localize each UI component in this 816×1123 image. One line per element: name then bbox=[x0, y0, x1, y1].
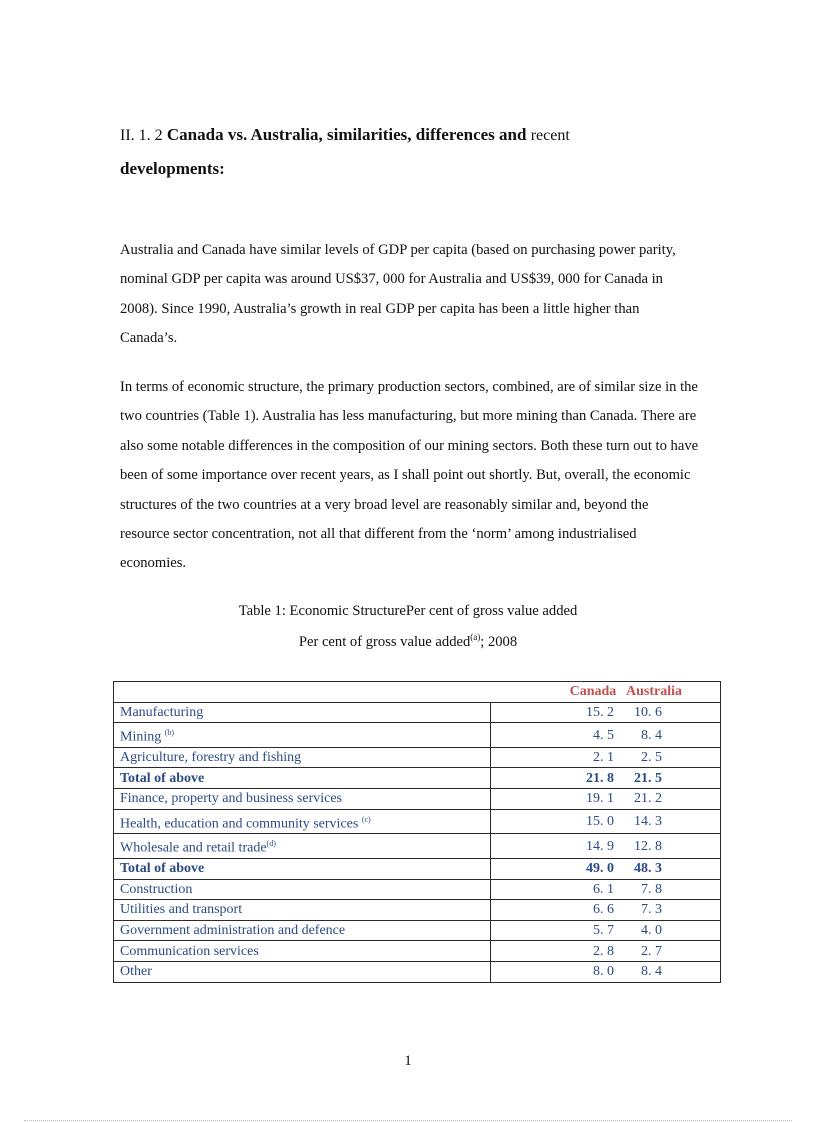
australia-value: 2. 5 bbox=[641, 750, 662, 766]
page-number: 1 bbox=[404, 1053, 412, 1069]
row-label-text: Agriculture, forestry and fishing bbox=[120, 750, 302, 766]
section-heading bbox=[120, 118, 720, 185]
row-label bbox=[114, 900, 491, 921]
row-label bbox=[114, 920, 491, 941]
paragraph-structure: In terms of economic structure, the primary production sectors, combined, are of similar size in the two countries (Table 1). Australia has less manufacturing, but more mining than Canada. There are also some notable differences in the composition of our mining sectors. Both these turn out to have been of some importance over recent years, as I shall point out shortly. But, overall, the economic structures of the two countries at a very broad level are reasonably similar and, beyond the resource sector concentration, not all that different from the ‘norm’ among industrialised economies. bbox=[120, 379, 699, 572]
table-row bbox=[114, 900, 721, 921]
australia-value: 4. 0 bbox=[641, 923, 662, 939]
australia-value: 8. 4 bbox=[641, 964, 662, 980]
canada-value: 4. 5 bbox=[593, 727, 614, 743]
table-caption-title: Table 1: Economic StructurePer cent of gross value added bbox=[238, 603, 578, 619]
row-values bbox=[490, 961, 720, 982]
row-values bbox=[490, 768, 720, 789]
row-label bbox=[114, 702, 491, 723]
table-row bbox=[114, 789, 721, 810]
row-values bbox=[490, 702, 720, 723]
table-row bbox=[114, 879, 721, 900]
row-label bbox=[114, 834, 491, 859]
row-values bbox=[490, 747, 720, 768]
canada-value: 2. 1 bbox=[593, 750, 614, 766]
economic-structure-table bbox=[113, 681, 721, 983]
row-label-text: Other bbox=[120, 964, 152, 980]
table-header-row bbox=[114, 682, 721, 703]
row-label-text: Manufacturing bbox=[120, 704, 204, 720]
header-canada: Canada bbox=[569, 684, 617, 700]
row-values bbox=[490, 789, 720, 810]
table-caption-year: ; 2008 bbox=[480, 633, 518, 650]
section-number: II. 1. 2 bbox=[120, 127, 163, 144]
table-row bbox=[114, 961, 721, 982]
section-title: Canada vs. Australia, similarities, differences and bbox=[166, 125, 527, 144]
australia-value: 14. 3 bbox=[634, 813, 662, 829]
row-label-text: Mining bbox=[120, 729, 165, 745]
canada-value: 15. 2 bbox=[586, 704, 614, 720]
row-values bbox=[490, 941, 720, 962]
row-values bbox=[490, 879, 720, 900]
row-label-text: Construction bbox=[120, 881, 193, 897]
row-values bbox=[490, 723, 720, 748]
canada-value: 6. 6 bbox=[593, 902, 614, 918]
canada-value: 14. 9 bbox=[586, 838, 614, 854]
australia-value: 7. 3 bbox=[641, 902, 662, 918]
table-caption-subtitle bbox=[0, 632, 816, 651]
australia-value: 7. 8 bbox=[641, 881, 662, 897]
australia-value: 21. 2 bbox=[634, 791, 662, 807]
table-row bbox=[114, 768, 721, 789]
australia-value: 48. 3 bbox=[634, 861, 662, 877]
row-values bbox=[490, 809, 720, 834]
table-caption-footnote: (a) bbox=[470, 632, 481, 642]
table-row bbox=[114, 858, 721, 879]
row-label bbox=[114, 768, 491, 789]
section-title-recent: recent bbox=[530, 127, 570, 144]
row-values bbox=[490, 920, 720, 941]
row-label bbox=[114, 723, 491, 748]
canada-value: 5. 7 bbox=[593, 923, 614, 939]
australia-value: 10. 6 bbox=[634, 704, 662, 720]
page-bottom-rule bbox=[24, 1120, 792, 1121]
table-row bbox=[114, 941, 721, 962]
row-label-text: Total of above bbox=[120, 770, 205, 786]
row-label-text: Wholesale and retail trade bbox=[120, 840, 267, 856]
canada-value: 8. 0 bbox=[593, 964, 614, 980]
row-label-text: Total of above bbox=[120, 861, 205, 877]
row-label bbox=[114, 809, 491, 834]
table-row bbox=[114, 920, 721, 941]
row-label-text: Communication services bbox=[120, 943, 259, 959]
table-row bbox=[114, 834, 721, 859]
canada-value: 49. 0 bbox=[586, 861, 614, 877]
row-values bbox=[490, 858, 720, 879]
section-title-line2: developments: bbox=[120, 159, 225, 178]
canada-value: 19. 1 bbox=[586, 791, 614, 807]
canada-value: 15. 0 bbox=[586, 813, 614, 829]
table-body bbox=[114, 702, 721, 982]
canada-value: 6. 1 bbox=[593, 881, 614, 897]
table-row bbox=[114, 702, 721, 723]
canada-value: 21. 8 bbox=[586, 770, 614, 786]
header-australia: Australia bbox=[626, 684, 682, 700]
row-footnote: (b) bbox=[164, 728, 175, 738]
canada-value: 2. 8 bbox=[593, 943, 614, 959]
row-label-text: Health, education and community services bbox=[120, 816, 362, 832]
row-footnote: (c) bbox=[361, 814, 371, 824]
australia-value: 21. 5 bbox=[634, 770, 662, 786]
table-row bbox=[114, 809, 721, 834]
australia-value: 8. 4 bbox=[641, 727, 662, 743]
row-label bbox=[114, 879, 491, 900]
row-label bbox=[114, 961, 491, 982]
table-header bbox=[114, 682, 721, 703]
row-values bbox=[490, 834, 720, 859]
row-label bbox=[114, 858, 491, 879]
paragraph-gdp: Australia and Canada have similar levels of GDP per capita (based on purchasing power parity, nominal GDP per capita was around US$37, 000 for Australia and US$39, 000 for Canada in 2008). Since 1990, Australia’s growth in real GDP per capita has been a little higher than Canada’s. bbox=[120, 242, 676, 347]
table-caption-text: Per cent of gross value added bbox=[298, 633, 471, 650]
row-values bbox=[490, 900, 720, 921]
row-footnote: (d) bbox=[266, 839, 276, 849]
australia-value: 2. 7 bbox=[641, 943, 662, 959]
australia-value: 12. 8 bbox=[634, 838, 662, 854]
row-label-text: Finance, property and business services bbox=[120, 791, 342, 807]
row-label bbox=[114, 941, 491, 962]
row-label bbox=[114, 747, 491, 768]
row-label-text: Utilities and transport bbox=[120, 902, 243, 918]
table-row bbox=[114, 723, 721, 748]
table-row bbox=[114, 747, 721, 768]
row-label-text: Government administration and defence bbox=[120, 923, 346, 939]
row-label bbox=[114, 789, 491, 810]
